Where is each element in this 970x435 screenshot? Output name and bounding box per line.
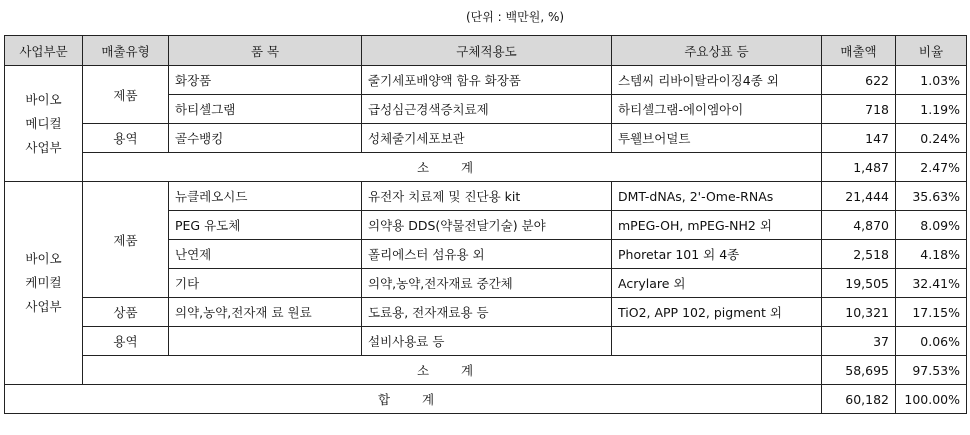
header-division: 사업부문 <box>5 36 83 66</box>
use-cell: 줄기세포배양액 함유 화장품 <box>362 66 612 95</box>
use-cell: 도료용, 전자재료용 등 <box>362 298 612 327</box>
division-chemical: 바이오 케미컬 사업부 <box>5 182 83 385</box>
use-cell: 폴리에스터 섬유용 외 <box>362 240 612 269</box>
brand-cell: 투웰브어덜트 <box>612 124 822 153</box>
sales-type-cell: 제품 <box>83 66 169 124</box>
table-row <box>5 298 967 327</box>
brand-cell: 스템씨 리바이탈라이징4종 외 <box>612 66 822 95</box>
brand-cell <box>612 327 822 356</box>
unit-note: (단위 : 백만원, %) <box>466 10 565 24</box>
table-row <box>5 124 967 153</box>
table-row <box>5 182 967 211</box>
sales-table <box>4 35 967 414</box>
subtotal-ratio: 2.47% <box>896 153 967 182</box>
sales-cell: 718 <box>822 95 896 124</box>
sales-type-cell: 용역 <box>83 124 169 153</box>
header-sales: 매출액 <box>822 36 896 66</box>
brand-cell: Acrylare 외 <box>612 269 822 298</box>
header-ratio: 비율 <box>896 36 967 66</box>
item-cell: 의약,농약,전자재 료 원료 <box>169 298 362 327</box>
item-cell: 하티셀그램 <box>169 95 362 124</box>
ratio-cell: 17.15% <box>896 298 967 327</box>
ratio-cell: 0.24% <box>896 124 967 153</box>
table-row <box>5 66 967 95</box>
unit-note-bar <box>0 0 970 32</box>
use-cell: 의약용 DDS(약물전달기술) 분야 <box>362 211 612 240</box>
header-row <box>5 36 967 66</box>
sales-cell: 147 <box>822 124 896 153</box>
ratio-cell: 4.18% <box>896 240 967 269</box>
total-ratio: 100.00% <box>896 385 967 414</box>
sales-cell: 19,505 <box>822 269 896 298</box>
sales-cell: 2,518 <box>822 240 896 269</box>
table-row <box>5 327 967 356</box>
brand-cell: mPEG-OH, mPEG-NH2 외 <box>612 211 822 240</box>
sales-cell: 4,870 <box>822 211 896 240</box>
total-sales: 60,182 <box>822 385 896 414</box>
ratio-cell: 1.03% <box>896 66 967 95</box>
use-cell: 유전자 치료제 및 진단용 kit <box>362 182 612 211</box>
division-medical: 바이오 메디컬 사업부 <box>5 66 83 182</box>
sales-cell: 37 <box>822 327 896 356</box>
header-use: 구체적용도 <box>362 36 612 66</box>
use-cell: 설비사용료 등 <box>362 327 612 356</box>
header-item: 품 목 <box>169 36 362 66</box>
subtotal-sales: 1,487 <box>822 153 896 182</box>
subtotal-label: 소 계 <box>83 153 822 182</box>
subtotal-row <box>5 356 967 385</box>
item-cell: 뉴클레오시드 <box>169 182 362 211</box>
header-sales-type: 매출유형 <box>83 36 169 66</box>
use-cell: 의약,농약,전자재료 중간체 <box>362 269 612 298</box>
sales-cell: 21,444 <box>822 182 896 211</box>
ratio-cell: 32.41% <box>896 269 967 298</box>
total-label: 합 계 <box>5 385 822 414</box>
sales-type-cell: 상품 <box>83 298 169 327</box>
item-cell: 골수뱅킹 <box>169 124 362 153</box>
sales-cell: 622 <box>822 66 896 95</box>
brand-cell: Phoretar 101 외 4종 <box>612 240 822 269</box>
use-cell: 성체줄기세포보관 <box>362 124 612 153</box>
item-cell <box>169 327 362 356</box>
subtotal-row <box>5 153 967 182</box>
subtotal-ratio: 97.53% <box>896 356 967 385</box>
brand-cell: TiO2, APP 102, pigment 외 <box>612 298 822 327</box>
ratio-cell: 0.06% <box>896 327 967 356</box>
brand-cell: DMT-dNAs, 2'-Ome-RNAs <box>612 182 822 211</box>
ratio-cell: 8.09% <box>896 211 967 240</box>
total-row <box>5 385 967 414</box>
ratio-cell: 1.19% <box>896 95 967 124</box>
subtotal-label: 소 계 <box>83 356 822 385</box>
header-brand: 주요상표 등 <box>612 36 822 66</box>
sales-type-cell: 용역 <box>83 327 169 356</box>
subtotal-sales: 58,695 <box>822 356 896 385</box>
item-cell: 기타 <box>169 269 362 298</box>
use-cell: 급성심근경색증치료제 <box>362 95 612 124</box>
sales-cell: 10,321 <box>822 298 896 327</box>
sales-type-cell: 제품 <box>83 182 169 298</box>
ratio-cell: 35.63% <box>896 182 967 211</box>
item-cell: PEG 유도체 <box>169 211 362 240</box>
item-cell: 화장품 <box>169 66 362 95</box>
item-cell: 난연제 <box>169 240 362 269</box>
brand-cell: 하티셀그램-에이엠아이 <box>612 95 822 124</box>
